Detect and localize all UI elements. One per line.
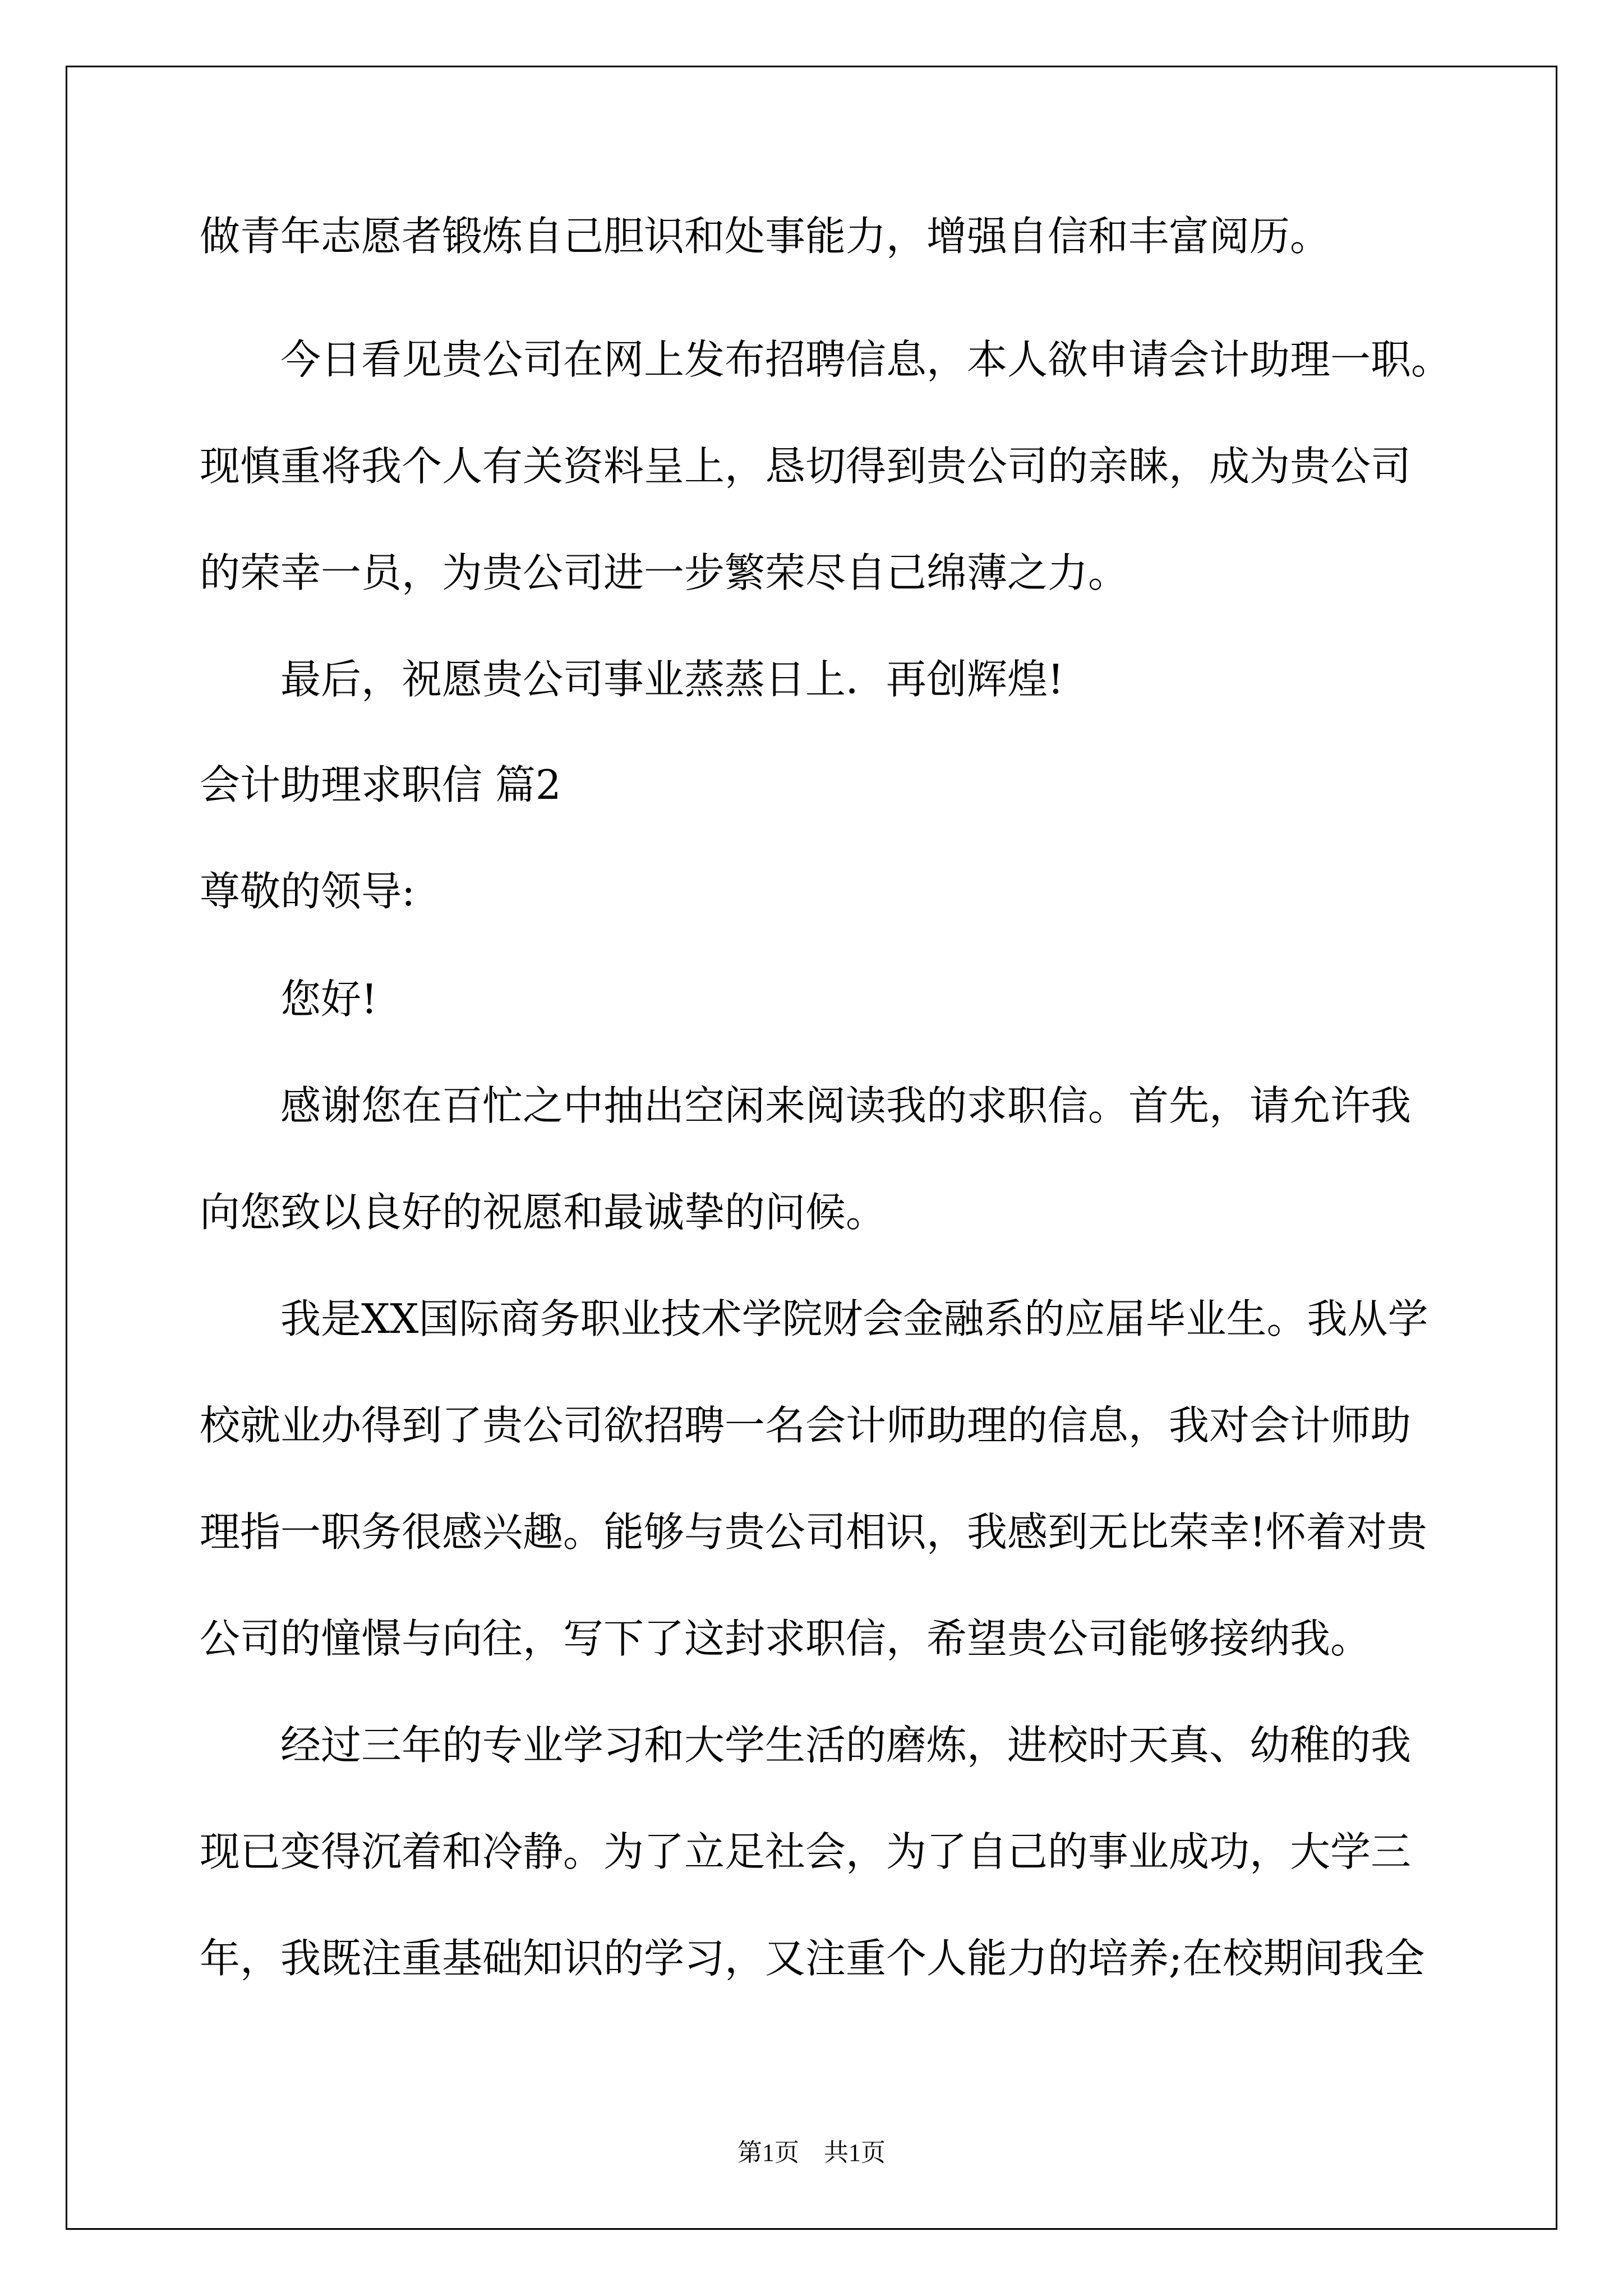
- text-line: 现已变得沉着和冷静。为了立足社会，为了自己的事业成功，大学三: [200, 1828, 1412, 1875]
- text-line: 公司的憧憬与向往，写下了这封求职信，希望贵公司能够接纳我。: [200, 1615, 1371, 1662]
- text-line: 校就业办得到了贵公司欲招聘一名会计师助理的信息，我对会计师助: [200, 1402, 1412, 1449]
- text-line: 经过三年的专业学习和大学生活的磨炼，进校时天真、幼稚的我: [200, 1722, 1412, 1769]
- greeting: 您好!: [200, 976, 377, 1023]
- section-heading: 会计助理求职信 篇2: [200, 761, 561, 808]
- text-line: 理指一职务很感兴趣。能够与贵公司相识，我感到无比荣幸!怀着对贵: [200, 1508, 1427, 1556]
- text-line: 做青年志愿者锻炼自己胆识和处事能力，增强自信和丰富阅历。: [200, 213, 1331, 260]
- text-line: 现慎重将我个人有关资料呈上，恳切得到贵公司的亲睐，成为贵公司: [200, 443, 1412, 490]
- page-border: [66, 66, 1557, 2230]
- text-line: 感谢您在百忙之中抽出空闲来阅读我的求职信。首先，请允许我: [200, 1082, 1412, 1129]
- text-line: 我是XX国际商务职业技术学院财会金融系的应届毕业生。我从学: [200, 1295, 1428, 1342]
- text-line: 今日看见贵公司在网上发布招聘信息，本人欲申请会计助理一职。: [200, 336, 1452, 383]
- text-line: 的荣幸一员，为贵公司进一步繁荣尽自己绵薄之力。: [200, 549, 1129, 596]
- salutation: 尊敬的领导:: [200, 868, 416, 915]
- text-line: 最后，祝愿贵公司事业蒸蒸日上．再创辉煌!: [200, 656, 1064, 703]
- text-line: 向您致以良好的祝愿和最诚挚的问候。: [200, 1189, 887, 1236]
- page-number: 第1页 共1页: [737, 2139, 886, 2166]
- text-line: 年，我既注重基础知识的学习，又注重个人能力的培养;在校期间我全: [200, 1935, 1425, 1982]
